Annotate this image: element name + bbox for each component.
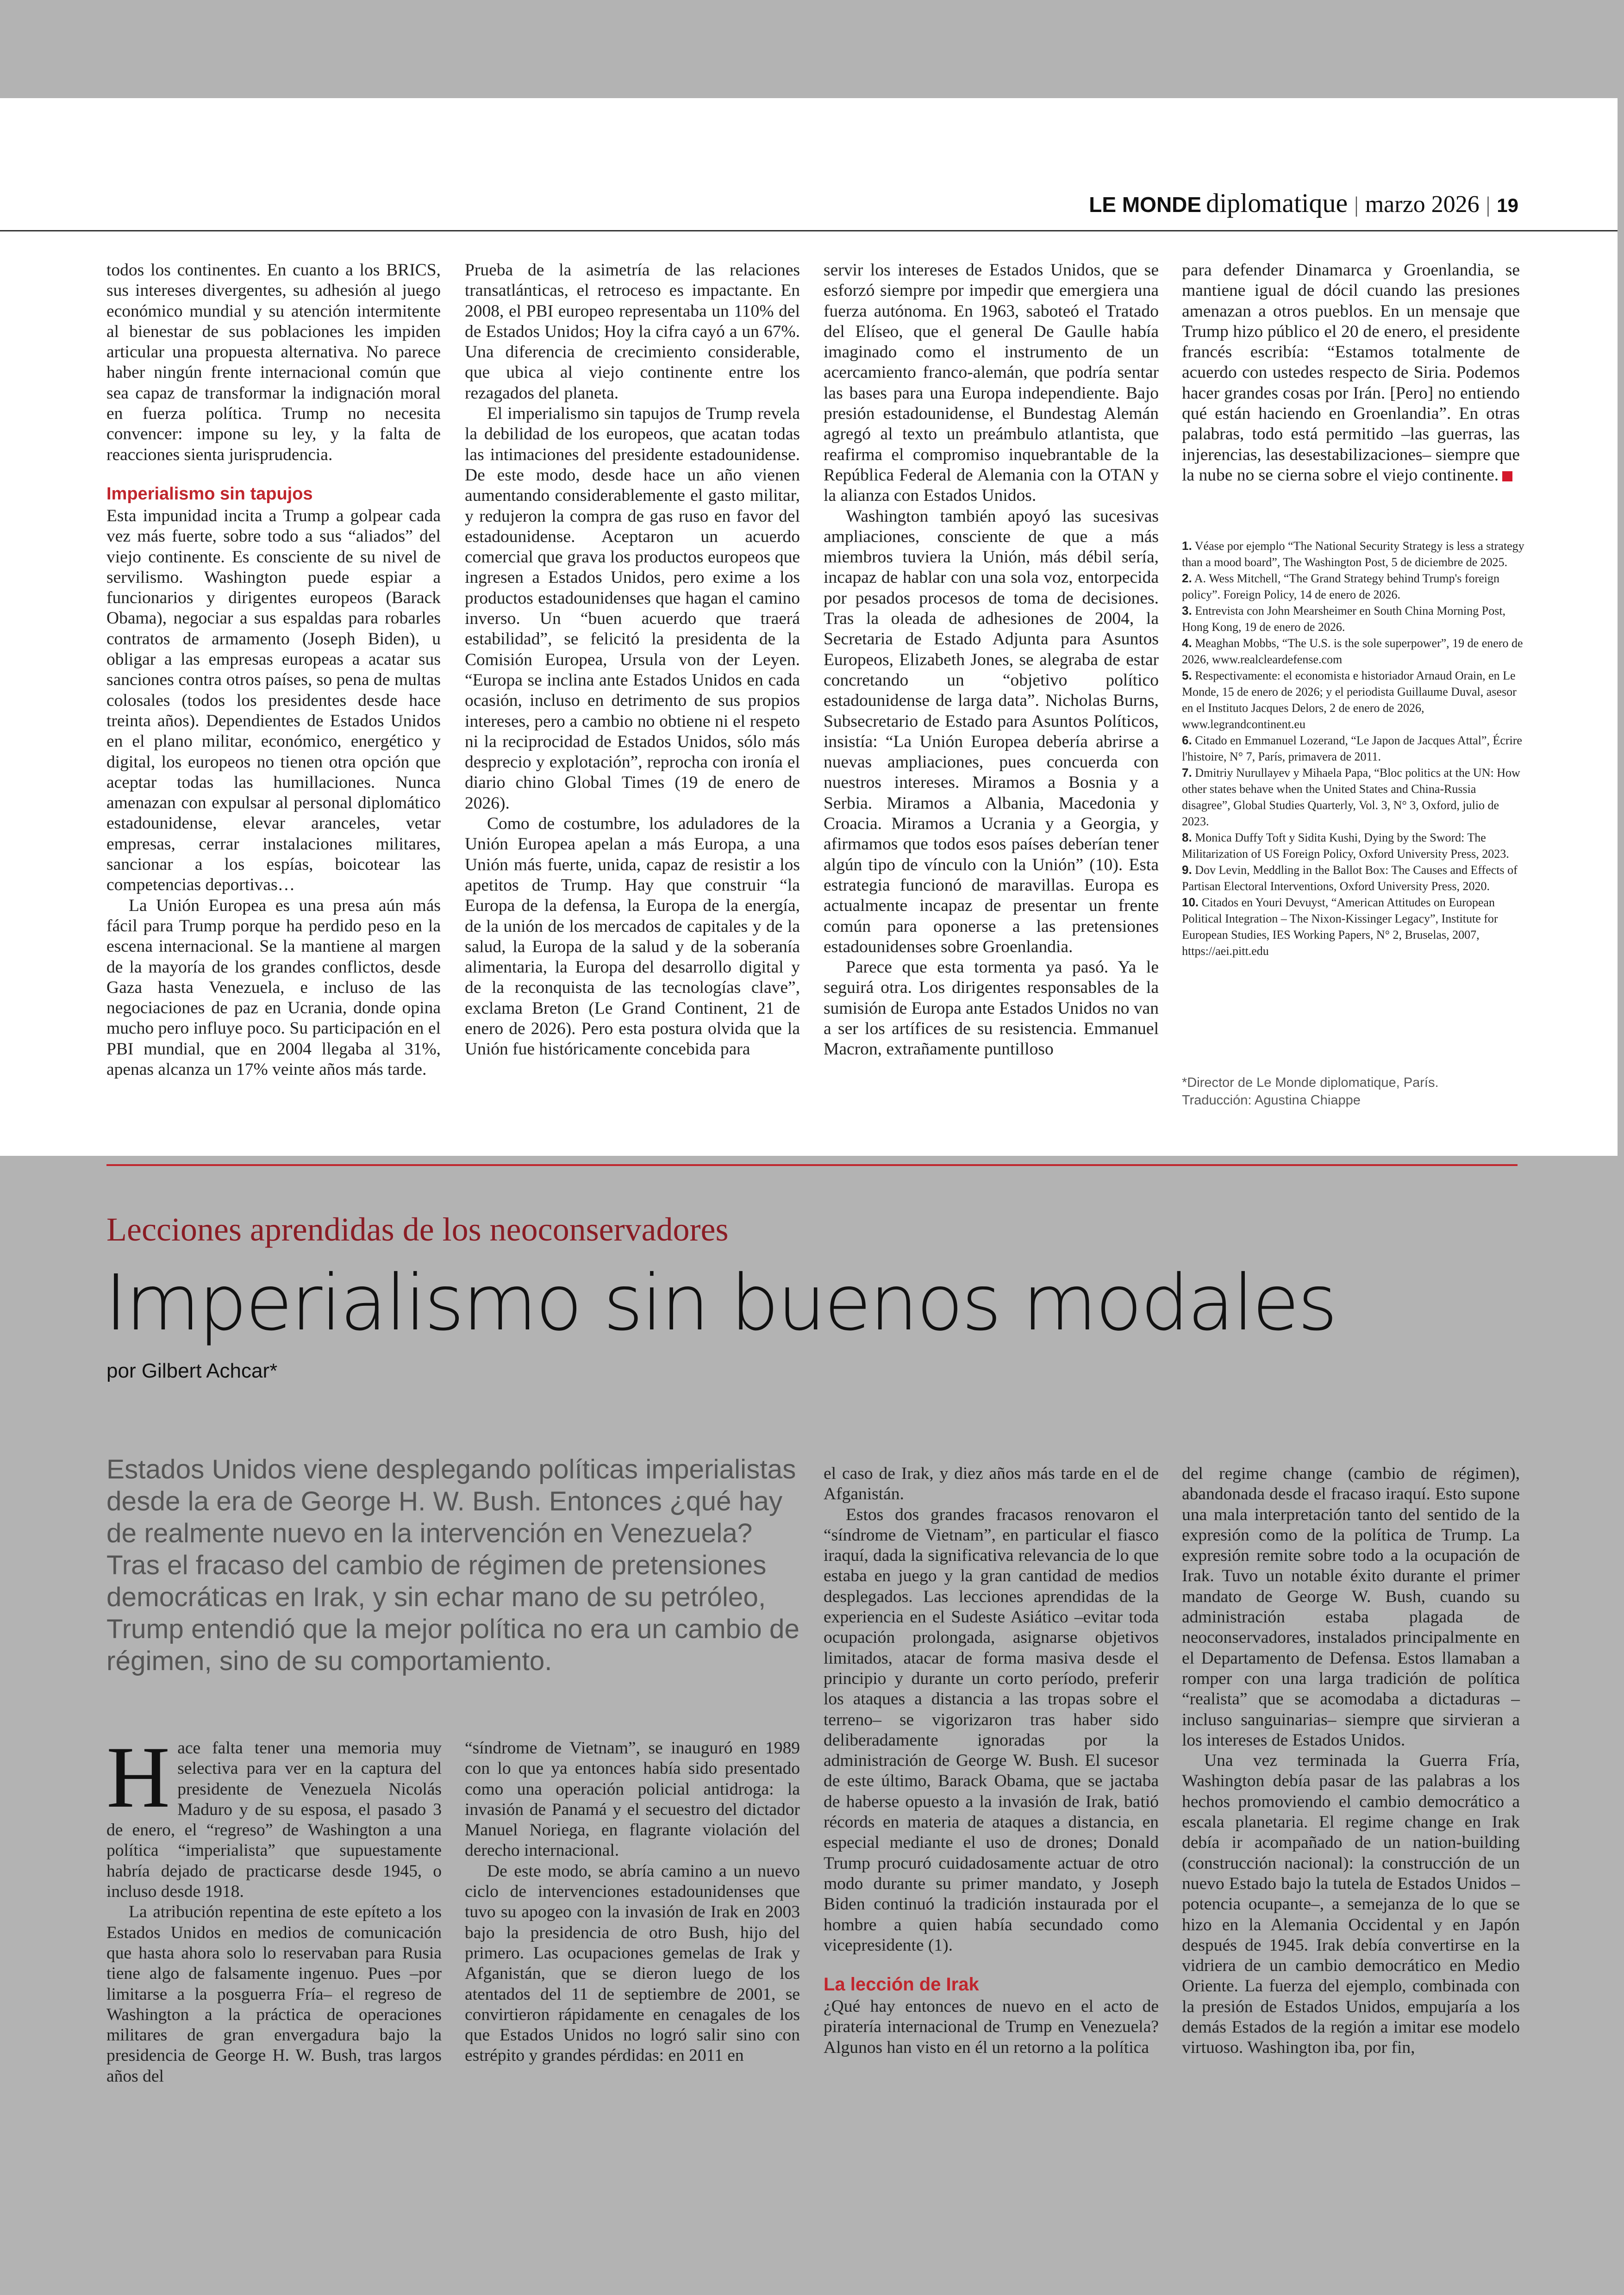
top-column-2 — [465, 260, 800, 1060]
paragraph: todos los continentes. En cuanto a los BRICS, sus intereses divergentes, su adhesión al juego económico mundial y su atención intermitente al bienestar de sus poblaciones les impiden articular una propuesta alternativa. No parece haber ningún frente internacional común que sea capaz de transformar la indignación moral en fuerza política. Trump no necesita convencer: impone su ley, y la falta de reacciones sienta jurisprudencia. — [106, 261, 441, 464]
top-column-1 — [106, 260, 441, 1080]
author-credit — [1182, 1074, 1524, 1109]
end-mark-icon — [1502, 471, 1512, 481]
article-lede: Estados Unidos viene desplegando políticas imperialistas desde la era de George H. W. Bush. Entonces ¿qué hay de realmente nuevo en la intervención en Venezuela? Tras el fracaso del cambio de régimen de pretensiones democráticas en Irak, y sin echar mano de su petróleo, Trump entendió que la mejor política no era un cambio de régimen, sino de su comportamiento. — [106, 1454, 800, 1676]
subheading: Imperialismo sin tapujos — [106, 484, 313, 504]
paragraph: La Unión Europea es una presa aún más fácil para Trump porque ha perdido peso en la escena internacional. Se la mantiene al margen de la mayoría de los grandes conflictos, desde Gaza hasta Venezuela, e incluso de las negociaciones de paz en Ucrania, donde opina mucho pero influye poco. Su participación en el PBI mundial, que en 2004 llegaba al 31%, apenas alcanza un 17% veinte años más tarde. — [106, 896, 441, 1079]
paragraph: El imperialismo sin tapujos de Trump revela la debilidad de los europeos, que acatan todas las intimaciones del presidente estadounidense. De este modo, desde hace un año vienen aumentando considerablemente el gasto militar, y redujeron la compra de gas ruso en favor del estadounidense. Aceptaron un acuerdo comercial que grava los productos europeos que ingresen a Estados Unidos, pero exime a los productos estadounidenses que hagan el camino inverso. Un “buen acuerdo que traerá estabilidad”, se felicitó la presidenta de la Comisión Europea, Ursula von der Leyen. “Europa se inclina ante Estados Unidos en cada ocasión, incluso en detrimento de sus propios intereses, pero a cambio no obtiene ni el respeto ni la reciprocidad de Estados Unidos, sólo más desprecio y explotación”, reprocha con ironía el diario chino Global Times (19 de enero de 2026). — [465, 404, 800, 813]
paragraph — [1182, 260, 1520, 486]
paragraph: del regime change (cambio de régimen), abandonada desde el fracaso iraquí. Esto supone una mala interpretación tanto del sentido de la expresión como de la política de Trump. La expresión remite sobre todo a la ocupación de Irak. Tuvo un notable éxito durante el primer mandato de George W. Bush, cuando su administración estaba plagada de neoconservadores, instalados principalmente en el Departamento de Defensa. Estos llamaban a romper con una larga tradición de política “realista” que se acomodaba a dictaduras –incluso sanguinarias– siempre que sirvieran a los intereses de Estados Unidos. — [1182, 1464, 1520, 1750]
paragraph: De este modo, se abría camino a un nuevo ciclo de intervenciones estadounidenses que tuvo su apogeo con la invasión de Irak en 2003 bajo la presidencia de otro Bush, hijo del primero. Las ocupaciones gemelas de Irak y Afganistán, que se dieron luego de los atentados del 11 de septiembre de 2001, se convirtieron rápidamente en cenagales de los que Estados Unidos no logró salir sino con estrépito y grandes pérdidas: en 2011 en — [465, 1861, 800, 2065]
credit-line: *Director de Le Monde diplomatique, París. — [1182, 1075, 1439, 1090]
paragraph: Estos dos grandes fracasos renovaron el “síndrome de Vietnam”, en particular el fiasco iraquí, dada la significativa relevancia de lo que estaba en juego y la gran cantidad de medios desplegados. Las lecciones aprendidas de la experiencia en el Sudeste Asiático –evitar toda ocupación prolongada, asignarse objetivos limitados, atacar de forma masiva desde el principio y durante un corto período, preferir los ataques a distancia a las tropas sobre el terreno– se vigorizaron tras haber sido deliberadamente ignoradas por la administración de George W. Bush. El sucesor de este último, Barack Obama, que se jactaba de haberse opuesto a la invasión de Irak, batió récords en materia de ataques a distancia, en especial mediante el uso de drones; Donald Trump procuró cuidadosamente actuar de otro modo durante su primer mandato, y Joseph Biden continuó la tradición instaurada por el hombre a quien había secundado como vicepresidente (1). — [824, 1505, 1159, 1955]
footnote: 5. Respectivamente: el economista e historiador Arnaud Orain, en Le Monde, 15 de enero de 2026; y el periodista Guillaume Duval, asesor en el Instituto Jacques Delors, 2 de enero de 2026, www.legrandcontinent.eu — [1182, 668, 1517, 731]
paragraph: el caso de Irak, y diez años más tarde en el de Afganistán. — [824, 1464, 1159, 1504]
header-separator-2: | — [1486, 193, 1491, 217]
bottom-column-2 — [465, 1738, 800, 2066]
section-divider — [106, 1164, 1518, 1166]
top-column-3 — [824, 260, 1159, 1060]
article-byline: por Gilbert Achcar* — [106, 1360, 278, 1382]
paragraph: Una vez terminada la Guerra Fría, Washington debía pasar de las palabras a los hechos promoviendo el cambio democrático a escala planetaria. El regime change en Irak debía ir acompañado de un nation-building (construcción nacional): la construcción de un nuevo Estado bajo la tutela de Estados Unidos –potencia ocupante–, a semejanza de lo que se hizo en la Alemania Occidental y en Japón después de 1945. Irak debía convertirse en la vidriera de un cambio democrático en Medio Oriente. La fuerza del ejemplo, combinada con la presión de Estados Unidos, empujaría a los demás Estados de la región a imitar ese modelo virtuoso. Washington iba, por fin, — [1182, 1751, 1520, 2058]
issue-date: marzo 2026 — [1365, 191, 1480, 218]
footnote: 2. A. Wess Mitchell, “The Grand Strategy behind Trump's foreign policy”. Foreign Policy, 14 de enero de 2026. — [1182, 571, 1500, 601]
footnote: 3. Entrevista con John Mearsheimer en South China Morning Post, Hong Kong, 19 de enero de 2026. — [1182, 604, 1506, 634]
footnote: 6. Citado en Emmanuel Lozerand, “Le Japon de Jacques Attal”, Écrire l'histoire, N° 7, París, primavera de 2011. — [1182, 733, 1522, 763]
bottom-column-3 — [824, 1464, 1159, 2058]
paragraph-text: para defender Dinamarca y Groenlandia, se mantiene igual de dócil cuando las presiones amenazan a otros pueblos. En un mensaje que Trump hizo público el 20 de enero, el presidente francés escribía: “Estamos totalmente de acuerdo con ustedes respecto de Siria. Podemos hacer grandes cosas por Irán. [Pero] no entiendo qué están haciendo en Groenlandia”. En otras palabras, todo está permitido –las guerras, las injerencias, las desestabilizaciones– siempre que la nube no se cierna sobre el viejo continente. — [1182, 261, 1520, 485]
paragraph: “síndrome de Vietnam”, se inauguró en 1989 con lo que ya entonces había sido presentado como una operación policial antidroga: la invasión de Panamá y el secuestro del dictador Manuel Noriega, en flagrante violación del derecho internacional. — [465, 1739, 800, 1860]
paragraph: ¿Qué hay entonces de nuevo en el acto de piratería internacional de Trump en Venezuela? Algunos han visto en él un retorno a la política — [824, 1997, 1159, 2057]
drop-cap: H — [106, 1729, 170, 1826]
paragraph: La atribución repentina de este epíteto a los Estados Unidos en medios de comunicación que hasta ahora solo lo reservaban para Rusia tiene algo de falsamente ingenuo. Pues –por limitarse a la posguerra Fría– el regreso de Washington a la práctica de operaciones militares de gran envergadura bajo la presidencia de George H. W. Bush, tras largos años del — [106, 1902, 442, 2086]
brand-subtitle: diplomatique — [1206, 188, 1348, 218]
page-number: 19 — [1497, 194, 1518, 216]
paragraph: Parece que esta tormenta ya pasó. Ya le seguirá otra. Los dirigentes responsables de la sumisión de Europa ante Estados Unidos no van a ser los artífices de su resistencia. Emmanuel Macron, extrañamente puntilloso — [824, 958, 1159, 1059]
paragraph: Esta impunidad incita a Trump a golpear cada vez más fuerte, sobre todo a sus “aliados” del viejo continente. Es consciente de su nivel de servilismo. Washington puede espiar a funcionarios y dirigentes europeos (Barack Obama), negociar a sus espaldas para robarles contratos de armamento (Joseph Biden), u obligar a las empresas europeas a acatar sus sanciones contra otros países, so pena de multas colosales (todos los presidentes desde hace treinta años). Dependientes de Estados Unidos en el plano militar, económico, energético y digital, los europeos no tienen otra opción que aceptar todas las humillaciones. Nunca amenazan con expulsar al personal diplomático estadounidense, elevar aranceles, vetar empresas, cerrar instalaciones militares, sancionar a los espías, boicotear las competencias deportivas… — [106, 506, 441, 895]
top-column-4 — [1182, 260, 1520, 486]
header-separator: | — [1354, 193, 1359, 217]
bottom-column-4 — [1182, 1464, 1520, 2058]
article-headline: Imperialismo sin buenos modales — [105, 1259, 1336, 1348]
paragraph: Prueba de la asimetría de las relaciones transatlánticas, el retroceso es impactante. En 2008, el PBI europeo representaba un 110% del de Estados Unidos; Hoy la cifra cayó a un 67%. Una diferencia de crecimiento considerable, que ubica al viejo continente entre los rezagados del planeta. — [465, 261, 800, 403]
footnote: 8. Monica Duffy Toft y Sidita Kushi, Dying by the Sword: The Militarization of US Foreign Policy, Oxford University Press, 2023. — [1182, 830, 1509, 861]
header-rule — [0, 230, 1618, 231]
footnote: 1. Véase por ejemplo “The National Security Strategy is less a strategy than a mood board”, The Washington Post, 5 de diciembre de 2025. — [1182, 539, 1524, 569]
article-kicker: Lecciones aprendidas de los neoconservadores — [106, 1211, 729, 1248]
footnote: 9. Dov Levin, Meddling in the Ballot Box: The Causes and Effects of Partisan Electoral Interventions, Oxford University Press, 2020. — [1182, 863, 1518, 893]
footnote: 10. Citados en Youri Devuyst, “American Attitudes on European Political Integration – The Nixon-Kissinger Legacy”, Institute for European Studies, IES Working Papers, N° 2, Bruselas, 2007, https://aei.pitt.edu — [1182, 895, 1498, 958]
subheading: La lección de Irak — [824, 1974, 979, 1995]
paragraph: Washington también apoyó las sucesivas ampliaciones, consciente de que a más miembros tuviera la Unión, más débil sería, incapaz de hablar con una sola voz, entorpecida por pesados procesos de toma de decisiones. Tras la oleada de adhesiones de 2004, la Secretaria de Estado Adjunta para Asuntos Europeos, Elizabeth Jones, se alegraba de estar concretando un “objetivo político estadounidense de larga data”. Nicholas Burns, Subsecretario de Estado para Asuntos Políticos, insistía: “La Unión Europea debería abrirse a nuevas ampliaciones, pues concuerda con nuestros intereses. Miramos a Bosnia y a Serbia. Miramos a Albania, Macedonia y Croacia. Miramos a Ucrania y a Georgia, y afirmamos que todos esos países deberían tener algún tipo de vínculo con la Unión” (10). Esta estrategia funcionó de maravillas. Europa es actualmente incapaz de presentar un frente común para oponerse a las pretensiones estadounidenses sobre Groenlandia. — [824, 506, 1159, 956]
paragraph — [106, 1729, 442, 1902]
paragraph-text: ace falta tener una memoria muy selectiva para ver en la captura del presidente de Venezuela Nicolás Maduro y de su esposa, el pasado 3 de enero, el “regreso” de Washington a una política “imperialista” que supuestamente habría dejado de practicarse desde 1945, o incluso desde 1918. — [106, 1739, 442, 1902]
paragraph: servir los intereses de Estados Unidos, que se esforzó siempre por impedir que emergiera una fuerza autónoma. En 1963, saboteó el Tratado del Elíseo, que el general De Gaulle había imaginado como el instrumento de un acercamiento franco-alemán, que podría sentar las bases para una Europa independiente. Bajo presión estadounidense, el Bundestag Alemán agregó al texto un preámbulo atlantista, que reafirma el compromiso inquebrantable de la República Federal de Alemania con la OTAN y la alianza con Estados Unidos. — [824, 261, 1159, 505]
footnote: 4. Meaghan Mobbs, “The U.S. is the sole superpower”, 19 de enero de 2026, www.realcleardefense.com — [1182, 636, 1523, 666]
page-header — [1089, 187, 1518, 225]
footnote: 7. Dmitriy Nurullayev y Mihaela Papa, “Bloc politics at the UN: How other states behave when the United States and China-Russia disagree”, Global Studies Quarterly, Vol. 3, N° 3, Oxford, julio de 2023. — [1182, 766, 1520, 828]
paragraph: Como de costumbre, los aduladores de la Unión Europea apelan a más Europa, a una Unión más fuerte, unida, capaz de resistir a los apetitos de Trump. Hay que construir “la Europa de la defensa, la Europa de la energía, de la unión de los mercados de capitales y de la salud, la Europa de la salud y de la soberanía alimentaria, la Europa del desarrollo digital y de la reconquista de las tecnologías clave”, exclama Breton (Le Grand Continent, 21 de enero de 2026). Pero esta postura olvida que la Unión fue históricamente concebida para — [465, 814, 800, 1059]
translation-credit: Traducción: Agustina Chiappe — [1182, 1093, 1361, 1108]
footnotes — [1182, 538, 1524, 959]
brand-name: LE MONDE — [1089, 193, 1202, 217]
bottom-column-1 — [106, 1729, 442, 2087]
